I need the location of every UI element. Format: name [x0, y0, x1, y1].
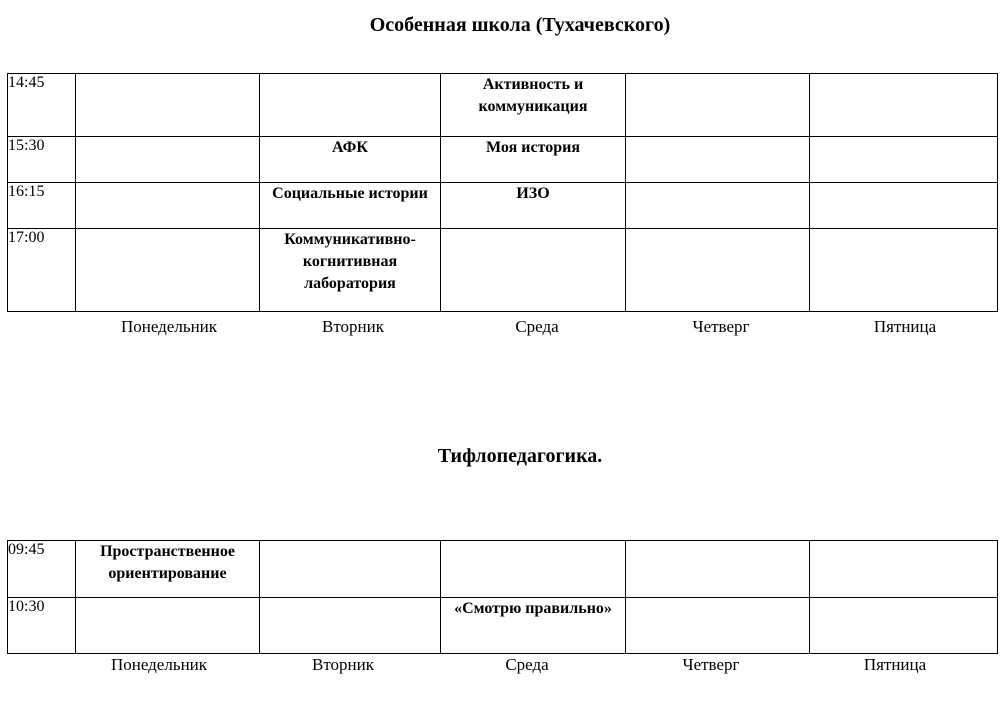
time-cell: 10:30: [8, 598, 76, 654]
lesson-cell-friday: [810, 183, 998, 229]
time-cell: 17:00: [8, 229, 76, 312]
day-label-monday: Понедельник: [120, 317, 218, 336]
lesson-cell-tuesday: Социальные истории: [260, 183, 441, 229]
lesson-cell-wednesday: Моя история: [441, 137, 626, 183]
lesson-cell-thursday: [626, 598, 810, 654]
lesson-cell-monday: [76, 229, 260, 312]
lesson-cell-tuesday: Коммуникативно-когнитивная лаборатория: [260, 229, 441, 312]
lesson-cell-wednesday: [441, 229, 626, 312]
lesson-cell-monday: [76, 137, 260, 183]
time-cell: 09:45: [8, 541, 76, 598]
lesson-cell-wednesday: «Смотрю правильно»: [441, 598, 626, 654]
lesson-cell-wednesday: Активность и коммуникация: [441, 74, 626, 137]
table-row: [8, 74, 998, 137]
lesson-cell-friday: [810, 229, 998, 312]
day-label-monday: Понедельник: [110, 655, 208, 674]
day-label-thursday: Четверг: [682, 655, 740, 674]
day-label-wednesday: Среда: [515, 317, 559, 336]
lesson-cell-wednesday: [441, 541, 626, 598]
table-row: [8, 598, 998, 654]
lesson-cell-friday: [810, 541, 998, 598]
lesson-cell-tuesday: [260, 74, 441, 137]
lesson-cell-monday: Пространственное ориентирование: [76, 541, 260, 598]
lesson-cell-monday: [76, 183, 260, 229]
day-label-friday: Пятница: [863, 655, 927, 674]
lesson-cell-tuesday: [260, 598, 441, 654]
lesson-cell-monday: [76, 74, 260, 137]
time-cell: 15:30: [8, 137, 76, 183]
table-row: [8, 183, 998, 229]
weekday-labels-typhlopedagogy: [67, 655, 987, 675]
lesson-cell-thursday: [626, 183, 810, 229]
weekday-labels-special-school: [77, 317, 997, 337]
lesson-cell-friday: [810, 137, 998, 183]
lesson-cell-thursday: [626, 229, 810, 312]
day-label-tuesday: Вторник: [312, 655, 374, 674]
table-row: [8, 229, 998, 312]
section-title-typhlopedagogy: Тифлопедагогика.: [437, 445, 603, 467]
lesson-cell-thursday: [626, 74, 810, 137]
lesson-cell-tuesday: [260, 541, 441, 598]
section-title-special-school: Особенная школа (Тухачевского): [369, 14, 671, 36]
lesson-cell-friday: [810, 74, 998, 137]
schedule-table-special-school: [7, 73, 998, 312]
time-cell: 16:15: [8, 183, 76, 229]
lesson-cell-thursday: [626, 541, 810, 598]
day-label-friday: Пятница: [873, 317, 937, 336]
day-label-tuesday: Вторник: [322, 317, 384, 336]
lesson-cell-tuesday: АФК: [260, 137, 441, 183]
lesson-cell-wednesday: ИЗО: [441, 183, 626, 229]
day-label-wednesday: Среда: [505, 655, 549, 674]
time-cell: 14:45: [8, 74, 76, 137]
table-row: [8, 541, 998, 598]
day-label-thursday: Четверг: [692, 317, 750, 336]
lesson-cell-thursday: [626, 137, 810, 183]
table-row: [8, 137, 998, 183]
lesson-cell-monday: [76, 598, 260, 654]
schedule-table-typhlopedagogy: [7, 540, 998, 654]
lesson-cell-friday: [810, 598, 998, 654]
